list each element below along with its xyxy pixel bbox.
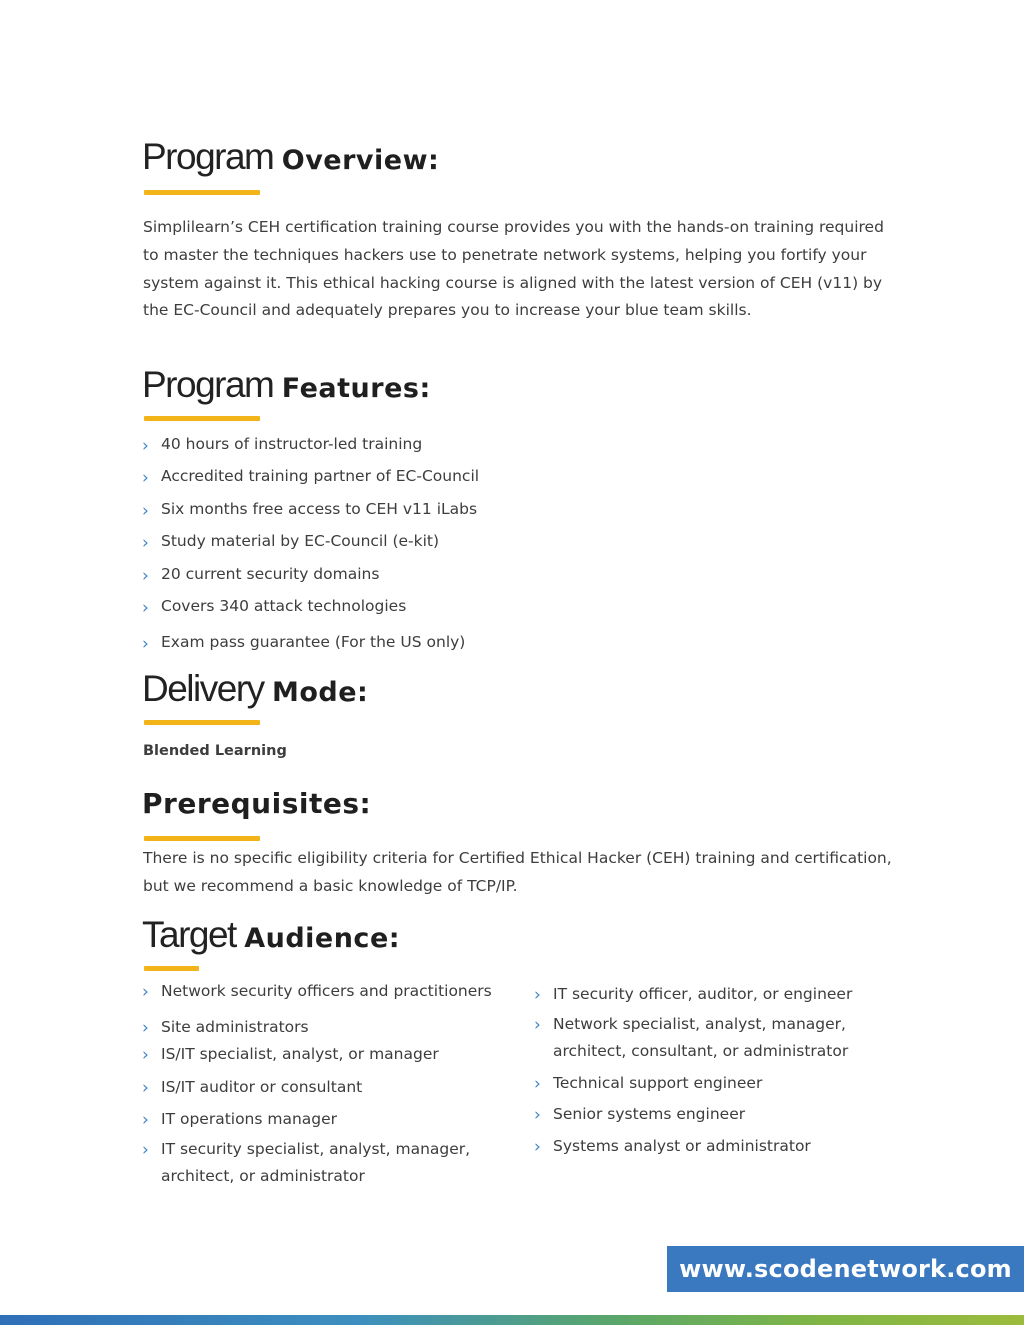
list-item [142, 498, 742, 530]
features-heading: Program Features: [142, 364, 431, 405]
prerequisites-heading: Prerequisites: [142, 787, 372, 820]
list-item-text: IT operations manager [161, 1110, 338, 1128]
list-item [142, 631, 742, 663]
chevron-right-icon: › [142, 1017, 149, 1038]
list-item [142, 1041, 502, 1069]
list-item [534, 1070, 894, 1098]
overview-heading: Program Overview: [142, 136, 440, 177]
chevron-right-icon: › [142, 1110, 149, 1130]
list-item [534, 981, 894, 1009]
list-item-text: Network security officers and practitioners [161, 982, 492, 1000]
chevron-right-icon: › [142, 982, 149, 1002]
chevron-right-icon: › [142, 468, 149, 489]
list-item [142, 1136, 502, 1191]
overview-underline [144, 190, 260, 195]
chevron-right-icon: › [142, 533, 149, 554]
list-item-text: Study material by EC-Council (e-kit) [161, 532, 440, 551]
list-item [142, 1014, 502, 1042]
list-item-text: 20 current security domains [161, 564, 380, 583]
list-item [142, 465, 742, 497]
list-item-text: Six months free access to CEH v11 iLabs [161, 499, 478, 518]
chevron-right-icon: › [142, 1045, 149, 1065]
list-item-text: Accredited training partner of EC-Council [161, 467, 480, 486]
features-underline [144, 416, 260, 421]
website-link[interactable]: www.scodenetwork.com [667, 1246, 1024, 1292]
list-item [534, 1133, 894, 1161]
list-item-text: 40 hours of instructor-led training [161, 435, 423, 453]
list-item-text: Senior systems engineer [553, 1105, 746, 1123]
chevron-right-icon: › [142, 436, 149, 456]
list-item [142, 530, 742, 562]
list-item-text: Site administrators [161, 1017, 309, 1036]
prerequisites-underline [144, 836, 260, 841]
chevron-right-icon: › [142, 634, 149, 655]
list-item [142, 563, 742, 595]
chevron-right-icon: › [534, 1136, 541, 1157]
list-item-text: Network specialist, analyst, manager, architect, consultant, or administrator [553, 1014, 849, 1060]
list-item-text: IS/IT specialist, analyst, or manager [161, 1045, 439, 1063]
delivery-underline [144, 720, 260, 725]
chevron-right-icon: › [534, 985, 541, 1005]
chevron-right-icon: › [534, 1014, 541, 1035]
chevron-right-icon: › [142, 565, 149, 586]
chevron-right-icon: › [142, 1077, 149, 1098]
list-item [534, 1101, 894, 1129]
list-item-text: Covers 340 attack technologies [161, 596, 407, 615]
delivery-heading: Delivery Mode: [142, 668, 369, 709]
delivery-mode: Blended Learning [143, 743, 287, 759]
audience-heading: Target Audience: [142, 914, 401, 955]
list-item [142, 1106, 502, 1134]
overview-text: Simplilearn’s CEH certification training course provides you with the hands-on training required to master the techniques hackers use to penetrate network systems, helping you fortify your system against it. This ethical hacking course is aligned with the latest version of CEH (v11) by the EC-Council and adequately prepares you to increase your blue team skills. [143, 218, 884, 320]
list-item [142, 433, 742, 465]
list-item-text: IT security officer, auditor, or engineer [553, 985, 853, 1003]
list-item [142, 595, 742, 627]
features-list [142, 433, 742, 664]
list-item-text: Exam pass guarantee (For the US only) [161, 633, 466, 652]
list-item-text: IS/IT auditor or consultant [161, 1077, 363, 1096]
list-item-text: IT security specialist, analyst, manager, architect, or administrator [161, 1139, 471, 1185]
chevron-right-icon: › [142, 1139, 149, 1160]
prerequisites-text: There is no specific eligibility criteria for Certified Ethical Hacker (CEH) training and certification, but we recommend a basic knowledge of TCP/IP. [143, 849, 892, 895]
list-item-text: Technical support engineer [553, 1073, 763, 1092]
chevron-right-icon: › [534, 1105, 541, 1125]
list-item-text: Systems analyst or administrator [553, 1136, 811, 1155]
list-item [142, 978, 502, 1006]
audience-list-left [142, 978, 502, 1191]
chevron-right-icon: › [142, 597, 149, 618]
list-item [142, 1074, 502, 1102]
audience-list-right [534, 981, 894, 1160]
chevron-right-icon: › [534, 1073, 541, 1094]
footer-color-stripe [0, 1315, 1024, 1325]
chevron-right-icon: › [142, 500, 149, 521]
list-item [534, 1011, 894, 1066]
audience-underline [144, 966, 199, 971]
